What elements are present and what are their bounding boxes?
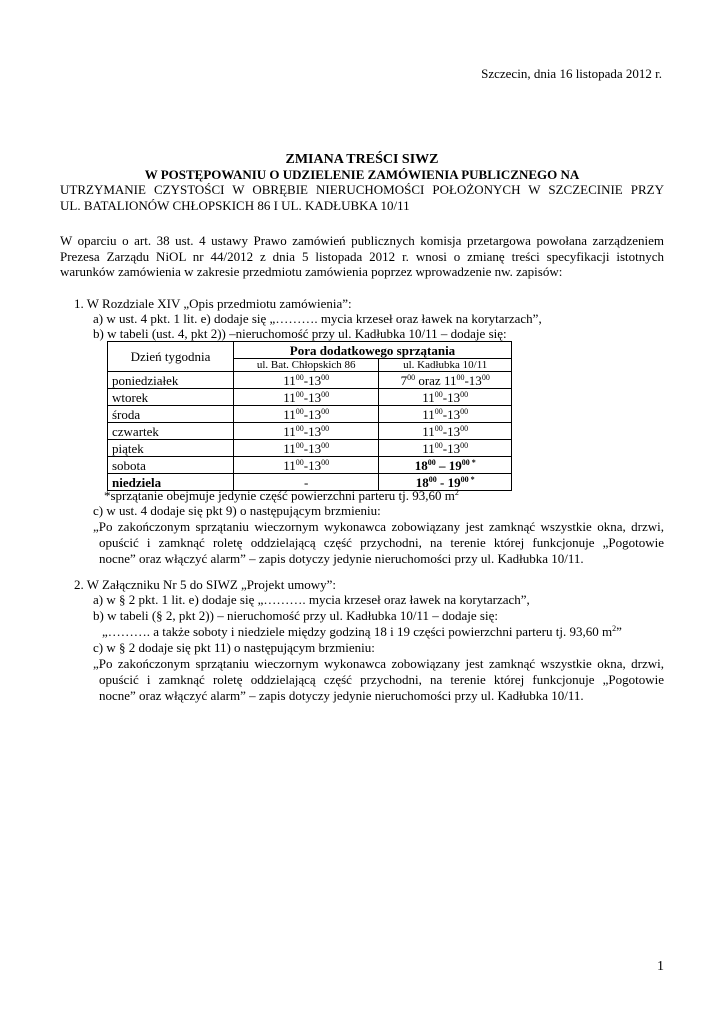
day-cell: czwartek [108,423,234,440]
section-2-item-a: a) w § 2 pkt. 1 lit. e) dodaje się „………. mycia krzeseł oraz ławek na korytarzach”, [93,592,530,607]
section-2-quote-line-2: opuścić i zamknąć roletę oddzielającą część przychodni, na terenie której funkcjonuje „Pogotowie [99,672,664,687]
time-cell-col-1: $11^{00}-13^{00}$ [234,389,379,406]
time-cell-col-1: $11^{00}-13^{00}$ [234,457,379,474]
intro-line-3: warunków zamówienia w zakresie przedmiotu zamówienia poprzez wprowadzenie nw. zapisów: [60,264,563,279]
title-line-4: UL. BATALIONÓW CHŁOPSKICH 86 I UL. KADŁUBKA 10/11 [60,198,410,213]
day-cell: sobota [108,457,234,474]
section-2-item-b-quote: „………. a także soboty i niedziele między godziną 18 i 19 części powierzchni parteru tj. 93,60 $m^2$” [102,624,622,639]
time-cell-col-2: $18^{00} - 19^{00 *}$ [379,457,512,474]
day-cell: niedziela [108,474,234,491]
time-cell-col-1: $11^{00}-13^{00}$ [234,406,379,423]
section-1-quote-line-3: nocne” oraz włączyć alarm” – zapis dotyczy jedynie nieruchomości przy ul. Kadłubka 10/11. [99,551,584,566]
table-row [108,423,512,440]
section-1-item-c: c) w ust. 4 dodaje się pkt 9) o następującym brzmieniu: [93,503,381,518]
title-line-2: W POSTĘPOWANIU O UDZIELENIE ZAMÓWIENIA PUBLICZNEGO NA [144,167,580,182]
intro-line-1: W oparciu o art. 38 ust. 4 ustawy Prawo zamówień publicznych komisja przetargowa powołana zarządzeniem [60,233,664,248]
time-cell-col-2: $7^{00}$ oraz $11^{00}-13^{00}$ [379,372,512,389]
header-col-1: ul. Bat. Chłopskich 86 [234,359,379,372]
title-line-3: UTRZYMANIE CZYSTOŚCI W OBRĘBIE NIERUCHOMOŚCI POŁOŻONYCH W SZCZECINIE PRZY [60,182,664,197]
section-2-heading: 2. W Załączniku Nr 5 do SIWZ „Projekt umowy”: [74,577,336,592]
time-cell-col-2: $18^{00} - 19^{00 *}$ [379,474,512,491]
day-cell: piątek [108,440,234,457]
day-cell: środa [108,406,234,423]
table-row [108,389,512,406]
section-2-quote-line-1: „Po zakończonym sprzątaniu wieczornym wykonawca zobowiązany jest zamknąć wszystkie okna, drzwi, [93,656,664,671]
section-2-quote-line-3: nocne” oraz włączyć alarm” – zapis dotyczy jedynie nieruchomości przy ul. Kadłubka 10/11. [99,688,584,703]
section-1-item-a: a) w ust. 4 pkt. 1 lit. e) dodaje się „………. mycia krzeseł oraz ławek na korytarzach”, [93,311,542,326]
section-1-quote-line-2: opuścić i zamknąć roletę oddzielającą część przychodni, na terenie której funkcjonuje „Pogotowie [99,535,664,550]
page-title: ZMIANA TREŚCI SIWZ [285,152,439,167]
table-header-row [108,342,512,359]
day-cell: poniedziałek [108,372,234,389]
time-cell-col-2: $11^{00}-13^{00}$ [379,406,512,423]
header-day: Dzień tygodnia [108,342,234,372]
time-cell-col-1: - [234,474,379,491]
cleaning-schedule-table [107,341,512,491]
table-row [108,457,512,474]
table-row [108,440,512,457]
time-cell-col-2: $11^{00}-13^{00}$ [379,423,512,440]
intro-line-2: Prezesa Zarządu NiOL nr 44/2012 z dnia 5 listopada 2012 r. wnosi o zmianę treści specyfikacji istotnych [60,249,664,264]
time-cell-col-1: $11^{00}-13^{00}$ [234,372,379,389]
header-group: Pora dodatkowego sprzątania [234,342,512,359]
section-2-item-b: b) w tabeli (§ 2, pkt 2)) – nieruchomość przy ul. Kadłubka 10/11 – dodaje się: [93,608,498,623]
section-1-item-b: b) w tabeli (ust. 4, pkt 2)) –nieruchomość przy ul. Kadłubka 10/11 – dodaje się: [93,326,507,341]
table-row [108,406,512,423]
section-2-item-c: c) w § 2 dodaje się pkt 11) o następującym brzmieniu: [93,640,375,655]
table-row [108,372,512,389]
table-footnote: *sprzątanie obejmuje jedynie część powierzchni parteru tj. 93,60 $m^2$ [104,488,459,503]
time-cell-col-1: $11^{00}-13^{00}$ [234,423,379,440]
header-col-2: ul. Kadłubka 10/11 [379,359,512,372]
date-line: Szczecin, dnia 16 listopada 2012 r. [481,66,662,81]
time-cell-col-1: $11^{00}-13^{00}$ [234,440,379,457]
page-number: 1 [657,959,664,974]
section-1-quote-line-1: „Po zakończonym sprzątaniu wieczornym wykonawca zobowiązany jest zamknąć wszystkie okna, drzwi, [93,519,664,534]
time-cell-col-2: $11^{00}-13^{00}$ [379,440,512,457]
day-cell: wtorek [108,389,234,406]
section-1-heading: 1. W Rozdziale XIV „Opis przedmiotu zamówienia”: [74,296,352,311]
time-cell-col-2: $11^{00}-13^{00}$ [379,389,512,406]
